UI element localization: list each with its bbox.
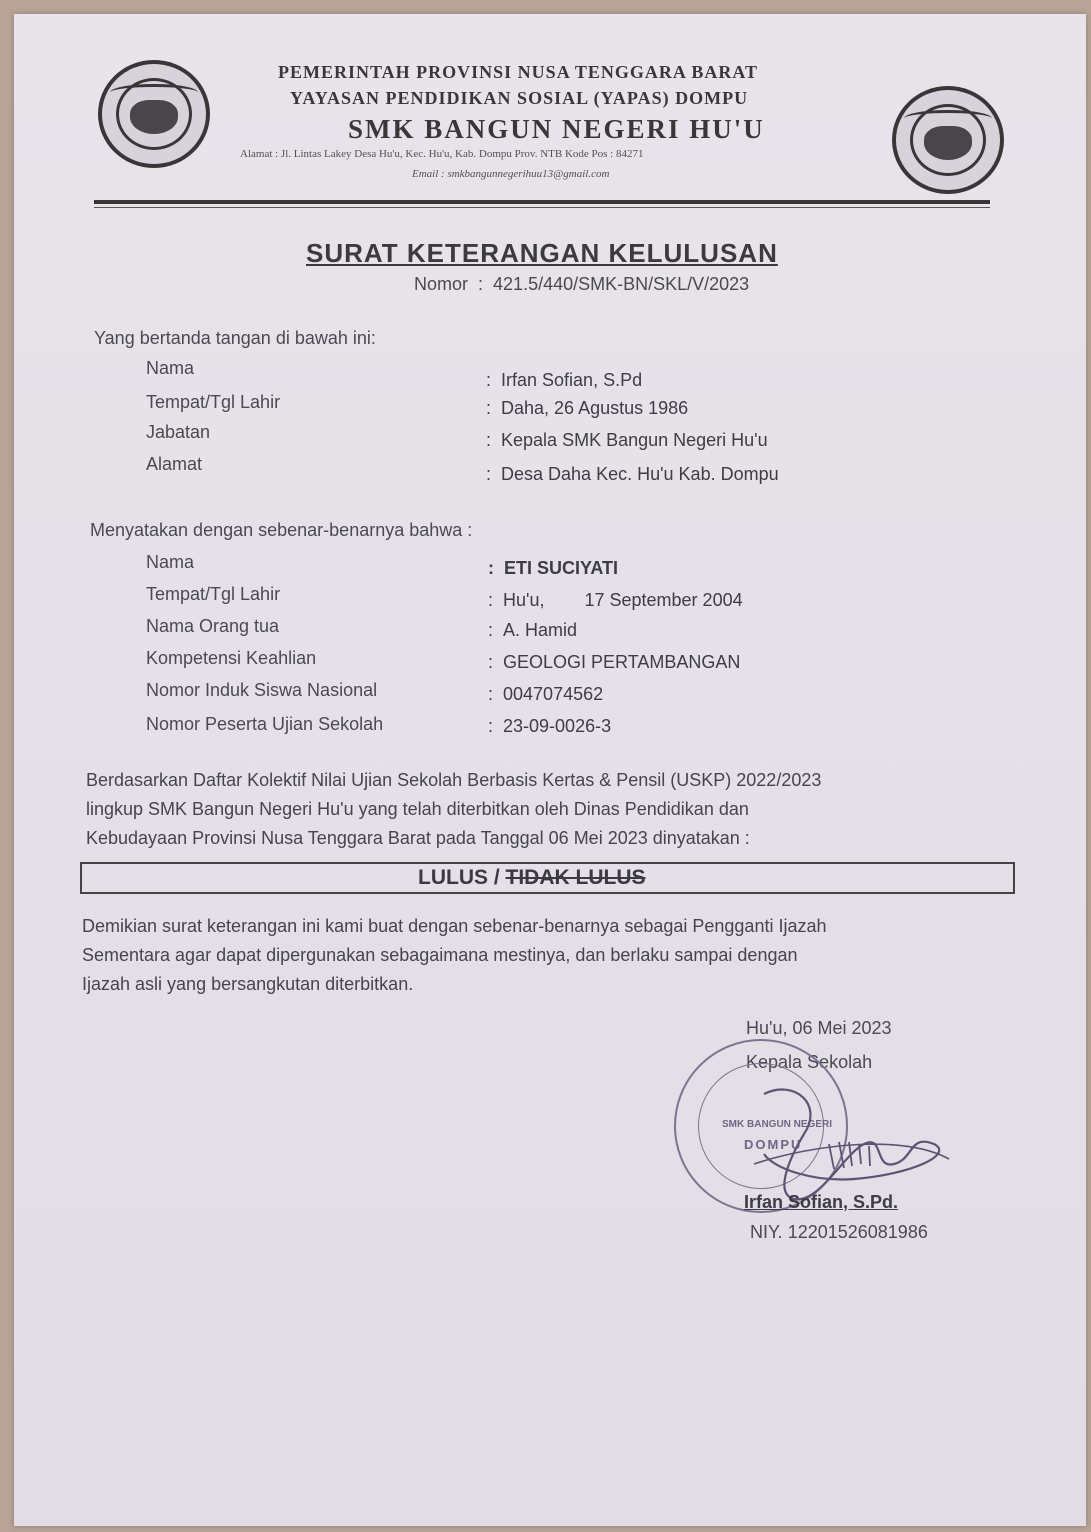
header-school-name: SMK BANGUN NEGERI HU'U [348, 114, 765, 144]
student-label-nisn: Nomor Induk Siswa Nasional [146, 680, 378, 700]
student-label-name: Nama [146, 552, 195, 572]
student-value-competency: : GEOLOGI PERTAMBANGAN [488, 652, 741, 672]
school-stamp-icon: SMK BANGUN NEGERI DOMPU [674, 1039, 848, 1213]
signer-intro: Yang bertanda tangan di bawah ini: [94, 328, 376, 348]
signer-value-position: : Kepala SMK Bangun Negeri Hu'u [486, 430, 768, 450]
student-value-parent: : A. Hamid [488, 620, 578, 640]
signature-place-date: Hu'u, 06 Mei 2023 [746, 1018, 892, 1038]
student-intro: Menyatakan dengan sebenar-benarnya bahwa : [90, 520, 473, 540]
student-label-parent: Nama Orang tua [146, 616, 280, 636]
signer-label-name: Nama [146, 358, 195, 378]
document-title: SURAT KETERANGAN KELULUSAN [306, 238, 778, 268]
right-school-logo-icon [892, 86, 1004, 194]
closing-paragraph: Demikian surat keterangan ini kami buat dengan sebenar-benarnya sebagai Pengganti Ijazah Sementara agar dapat dipergunakan sebagaimana mestinya, dan berlaku sampai dengan Ijazah asli yang bersangkutan diterbitkan. [82, 916, 827, 994]
result-label: LULUS / TIDAK LULUS [418, 866, 646, 889]
header-divider-thick [94, 200, 990, 204]
signer-label-address: Alamat [146, 454, 203, 474]
document-number: Nomor : 421.5/440/SMK-BN/SKL/V/2023 [414, 274, 750, 294]
header-address: Alamat : Jl. Lintas Lakey Desa Hu'u, Kec. Hu'u, Kab. Dompu Prov. NTB Kode Pos : 84271 [240, 148, 644, 160]
signer-label-position: Jabatan [146, 422, 211, 442]
student-label-exam-number: Nomor Peserta Ujian Sekolah [146, 714, 384, 734]
signature-name: Irfan Sofian, S.Pd. [744, 1192, 899, 1212]
signer-value-birth: : Daha, 26 Agustus 1986 [486, 398, 689, 418]
student-value-exam-number: : 23-09-0026-3 [488, 716, 612, 736]
student-value-nisn: : 0047074562 [488, 684, 604, 704]
student-label-competency: Kompetensi Keahlian [146, 648, 317, 668]
document-page [14, 14, 1086, 1526]
header-line-government: PEMERINTAH PROVINSI NUSA TENGGARA BARAT [278, 62, 759, 82]
signature-role: Kepala Sekolah [746, 1052, 873, 1072]
student-label-birth: Tempat/Tgl Lahir [146, 584, 281, 604]
signature-niy: NIY. 12201526081986 [750, 1222, 928, 1242]
student-value-birth: : Hu'u, 17 September 2004 [488, 590, 743, 610]
signer-label-birth: Tempat/Tgl Lahir [146, 392, 281, 412]
header-line-foundation: YAYASAN PENDIDIKAN SOSIAL (YAPAS) DOMPU [290, 88, 749, 108]
signer-value-name: : Irfan Sofian, S.Pd [486, 370, 643, 390]
result-box [80, 862, 1015, 894]
result-fail-struck: TIDAK LULUS [505, 866, 646, 889]
header-divider-thin [94, 207, 990, 208]
student-value-name: : ETI SUCIYATI [488, 558, 619, 578]
signer-value-address: : Desa Daha Kec. Hu'u Kab. Dompu [486, 464, 779, 484]
header-email: Email : smkbangunnegerihuu13@gmail.com [412, 168, 610, 180]
left-school-logo-icon [98, 60, 210, 168]
basis-paragraph: Berdasarkan Daftar Kolektif Nilai Ujian Sekolah Berbasis Kertas & Pensil (USKP) 2022/2023 lingkup SMK Bangun Negeri Hu'u yang telah diterbitkan oleh Dinas Pendidikan dan Kebudayaan Provinsi Nusa Tenggara Barat pada Tanggal 06 Mei 2023 dinyatakan : [86, 770, 822, 848]
